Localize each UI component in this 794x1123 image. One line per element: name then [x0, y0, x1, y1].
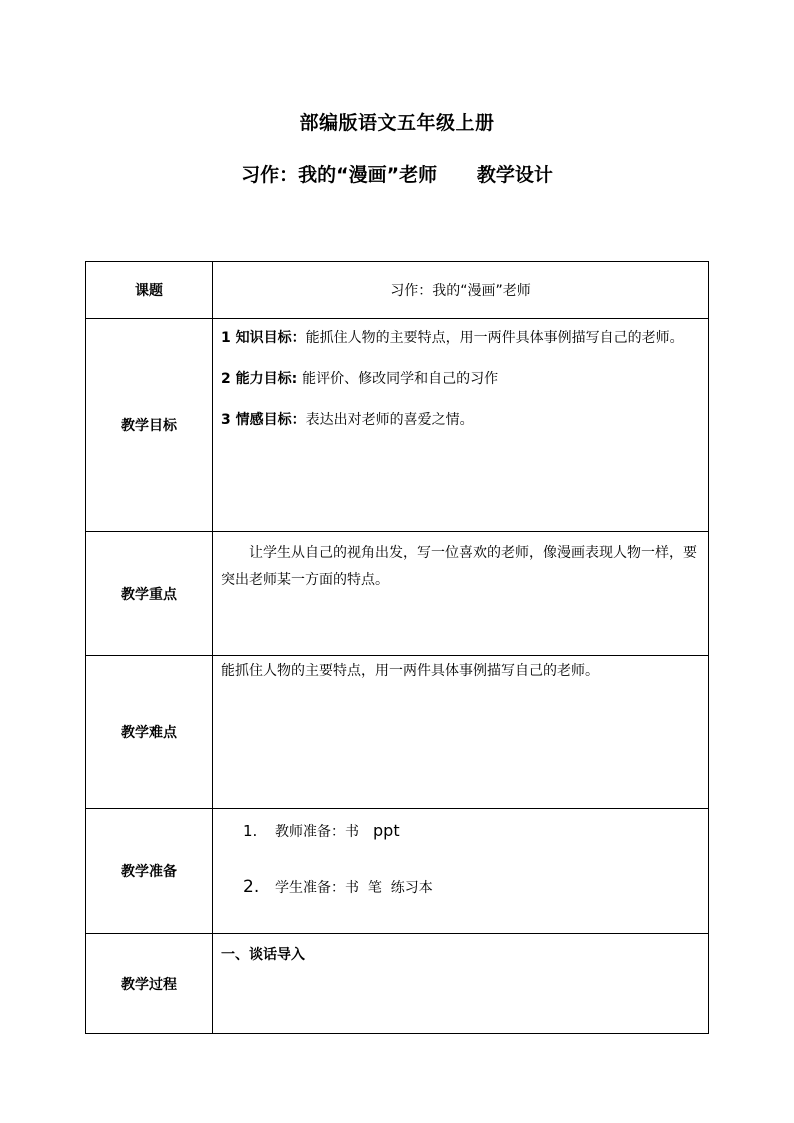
table-row	[86, 656, 709, 809]
objective-text: 能评价、修改同学和自己的习作	[302, 371, 499, 387]
objective-head: 1 知识目标：	[221, 330, 306, 346]
lesson-plan-table	[85, 261, 709, 1034]
key-points-text: 让学生从自己的视角出发，写一位喜欢的老师，像漫画表现人物一样，要突出老师某一方面的特点。	[221, 545, 697, 588]
preparation-item	[243, 821, 708, 877]
preparation-cell	[213, 809, 709, 934]
process-heading: 一、谈话导入	[221, 947, 305, 963]
preparation-number: 1.	[243, 822, 258, 840]
difficulties-text: 能抓住人物的主要特点，用一两件具体事例描写自己的老师。	[221, 663, 599, 679]
row-label-subject: 课题	[86, 262, 213, 319]
process-cell	[213, 934, 709, 1034]
preparation-number: 2.	[243, 877, 260, 897]
objective-item	[213, 393, 708, 434]
table-row	[86, 809, 709, 934]
row-label-preparation: 教学准备	[86, 809, 213, 934]
difficulties-cell	[213, 656, 709, 809]
row-label-difficulties: 教学难点	[86, 656, 213, 809]
table-row	[86, 532, 709, 656]
objective-text: 能抓住人物的主要特点，用一两件具体事例描写自己的老师。	[305, 330, 684, 346]
objective-item	[213, 352, 708, 393]
document-subtitle: 习作：我的“漫画”老师 教学设计	[241, 164, 553, 186]
preparation-text: 教师准备：书	[275, 824, 359, 840]
row-label-objectives: 教学目标	[86, 319, 213, 532]
subject-value: 习作：我的“漫画”老师	[213, 262, 709, 319]
key-points-cell	[213, 532, 709, 656]
objective-text: 表达出对老师的喜爱之情。	[305, 412, 474, 428]
document-title: 部编版语文五年级上册	[299, 112, 495, 134]
table-row	[86, 262, 709, 319]
row-label-key-points: 教学重点	[86, 532, 213, 656]
preparation-text: 学生准备：书 笔 练习本	[275, 880, 433, 896]
objective-head: 2 能力目标:	[221, 371, 303, 387]
table-row	[86, 319, 709, 532]
objectives-cell	[213, 319, 709, 532]
objective-head: 3 情感目标：	[221, 412, 306, 428]
objective-item	[213, 319, 708, 352]
preparation-extra: ppt	[373, 821, 400, 840]
preparation-item	[243, 877, 708, 933]
table-row	[86, 934, 709, 1034]
row-label-process: 教学过程	[86, 934, 213, 1034]
